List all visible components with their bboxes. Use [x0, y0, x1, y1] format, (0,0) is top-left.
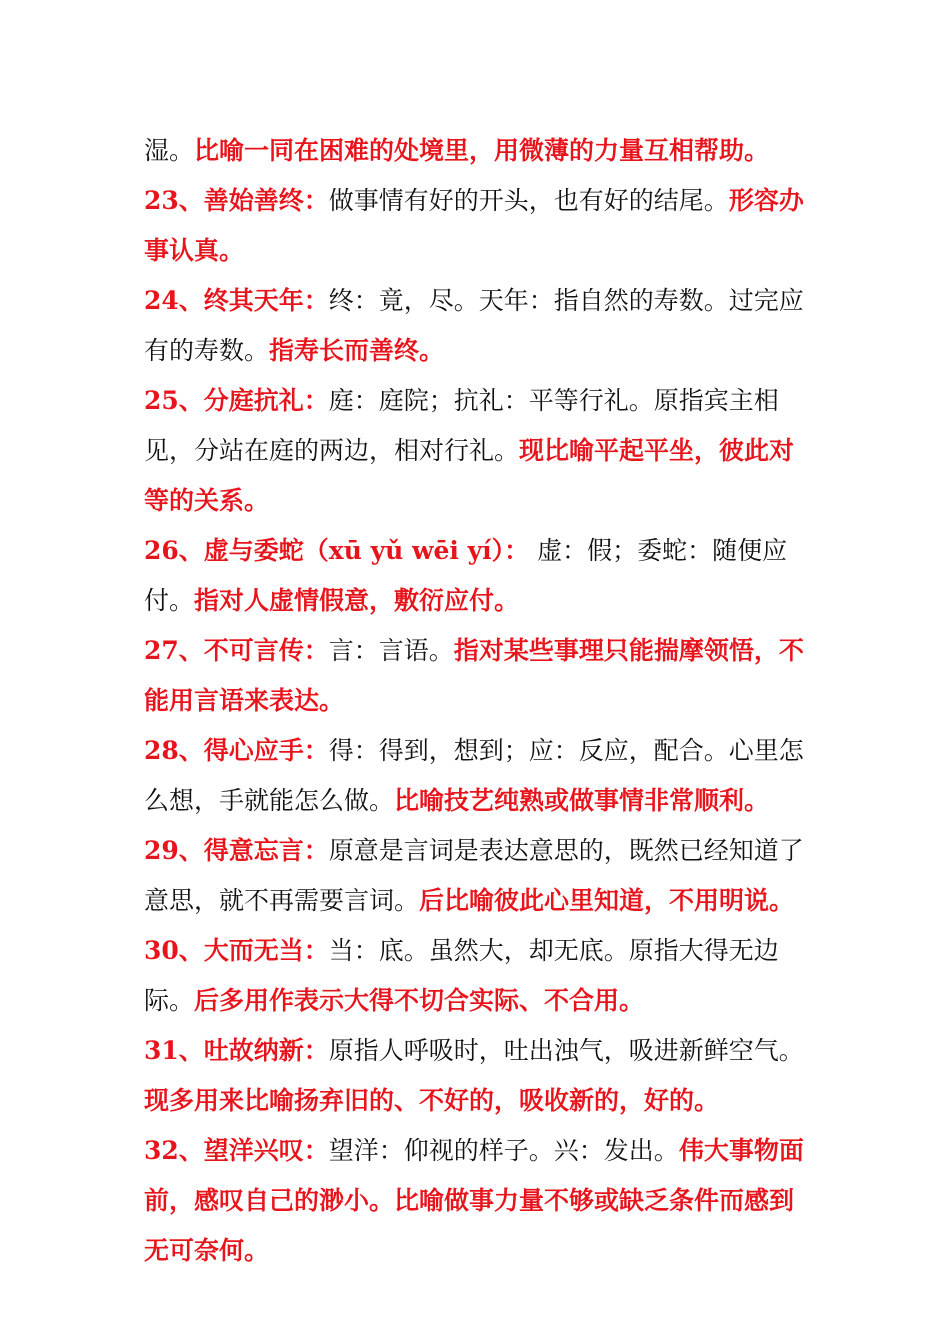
entry-26 [144, 526, 814, 626]
entry-title: 28、得心应手： [144, 736, 329, 765]
entry-explanation: 望洋：仰视的样子。兴：发出。 [328, 1136, 679, 1165]
idiom-list [144, 126, 814, 1276]
entry-explanation: 当：底。虽然大，却无底。原指大得无边际。 [144, 936, 779, 1015]
entry-continuation [144, 126, 814, 176]
entry-28 [144, 726, 814, 826]
entry-title: 32、望洋兴叹： [144, 1136, 329, 1165]
entry-title: 31、吐故纳新： [144, 1036, 329, 1065]
entry-explanation: 原意是言词是表达意思的，既然已经知道了意思，就不再需要言词。 [144, 836, 804, 915]
entry-meaning: 后多用作表示大得不切合实际、不合用。 [194, 986, 645, 1015]
entry-title: 24、终其天年： [144, 286, 329, 315]
entry-meaning: 指寿长而善终。 [269, 336, 445, 365]
entry-25 [144, 376, 814, 526]
entry-24 [144, 276, 814, 376]
entry-meaning: 比喻一同在困难的处境里，用微薄的力量互相帮助。 [194, 136, 770, 165]
entry-explanation: 虚：假；委蛇：随便应付。 [144, 536, 788, 615]
entry-30 [144, 926, 814, 1026]
entry-explanation: 庭：庭院；抗礼：平等行礼。原指宾主相见，分站在庭的两边，相对行礼。 [144, 386, 779, 465]
entry-meaning: 伟大事物面前，感叹自己的渺小。比喻做事力量不够或缺乏条件而感到无可奈何。 [144, 1136, 804, 1265]
entry-meaning: 指对某些事理只能揣摩领悟，不能用言语来表达。 [144, 636, 804, 715]
entry-title: 26、虚与委蛇（xū yǔ wēi yí）： [144, 536, 530, 565]
entry-meaning: 现多用来比喻扬弃旧的、不好的，吸收新的，好的。 [144, 1086, 720, 1115]
entry-meaning: 形容办事认真。 [144, 186, 804, 265]
entry-title: 23、善始善终： [144, 186, 329, 215]
entry-text: 湿。 [144, 136, 195, 165]
entry-meaning: 比喻技艺纯熟或做事情非常顺利。 [394, 786, 770, 815]
entry-explanation: 得：得到，想到；应：反应，配合。心里怎么想，手就能怎么做。 [144, 736, 804, 815]
entry-meaning: 现比喻平起平坐，彼此对等的关系。 [144, 436, 795, 515]
entry-meaning: 指对人虚情假意，敷衍应付。 [194, 586, 520, 615]
entry-32 [144, 1126, 814, 1276]
entry-explanation: 言：言语。 [328, 636, 454, 665]
entry-explanation: 原指人呼吸时，吐出浊气，吸进新鲜空气。 [328, 1036, 804, 1065]
entry-title: 29、得意忘言： [144, 836, 329, 865]
entry-27 [144, 626, 814, 726]
entry-29 [144, 826, 814, 926]
entry-title: 30、大而无当： [144, 936, 329, 965]
entry-meaning: 后比喻彼此心里知道，不用明说。 [419, 886, 795, 915]
entry-23 [144, 176, 814, 276]
entry-title: 25、分庭抗礼： [144, 386, 329, 415]
entry-explanation: 终：竟，尽。天年：指自然的寿数。过完应有的寿数。 [144, 286, 804, 365]
entry-31 [144, 1026, 814, 1126]
entry-title: 27、不可言传： [144, 636, 329, 665]
entry-explanation: 做事情有好的开头，也有好的结尾。 [328, 186, 729, 215]
